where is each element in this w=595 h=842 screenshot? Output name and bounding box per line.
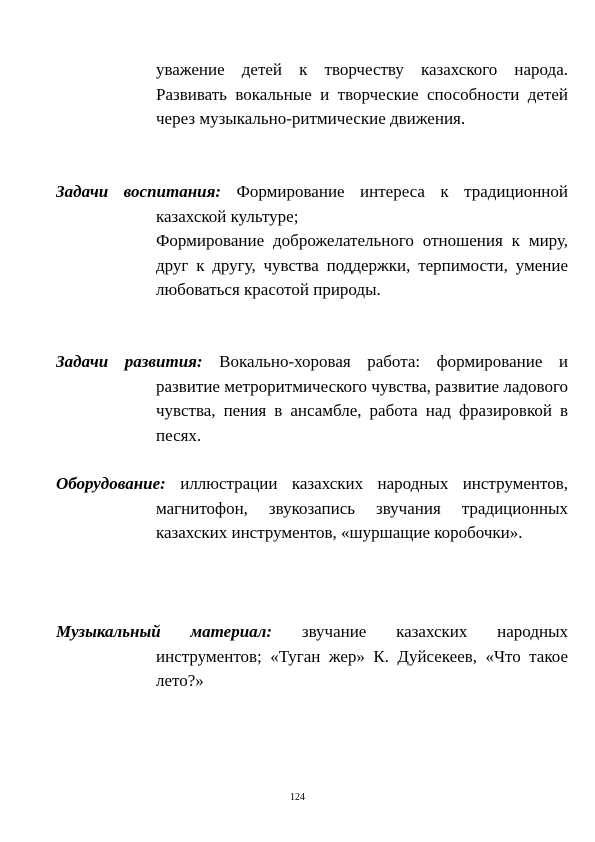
music-paragraph xyxy=(56,620,568,694)
upbringing-text-1: Формирование интереса к традиционной казахской культуре; xyxy=(156,182,568,226)
upbringing-label: Задачи воспитания: xyxy=(56,182,222,201)
development-label: Задачи развития: xyxy=(56,352,203,371)
upbringing-paragraph xyxy=(56,180,568,229)
page-number: 124 xyxy=(290,792,305,803)
development-section xyxy=(56,350,568,448)
development-paragraph xyxy=(56,350,568,448)
upbringing-section xyxy=(56,180,568,303)
development-text: Вокально-хоровая работа: формирование и развитие метроритмического чувства, развитие ладового чувства, пения в ансамбле, работа над фразировкой в песях. xyxy=(156,352,569,445)
equipment-text: иллюстрации казахских народных инструментов, магнитофон, звукозапись звучания традиционных казахских инструментов, «шуршащие коробочки». xyxy=(156,474,569,542)
music-label: Музыкальный материал: xyxy=(56,622,273,641)
equipment-label: Оборудование: xyxy=(56,474,166,493)
continuation-text: уважение детей к творчеству казахского народа. Развивать вокальные и творческие способности детей через музыкально-ритмические движения. xyxy=(156,60,568,128)
upbringing-text-2: Формирование доброжелательного отношения к миру, друг к другу, чувства поддержки, терпимости, умение любоваться красотой природы. xyxy=(156,231,568,299)
continuation-paragraph xyxy=(56,58,568,132)
equipment-section xyxy=(56,472,568,546)
upbringing-paragraph-2 xyxy=(56,229,568,303)
music-text: звучание казахских народных инструментов; «Туган жер» К. Дуйсекеев, «Что такое лето?» xyxy=(156,622,568,690)
music-section xyxy=(56,620,568,694)
equipment-paragraph xyxy=(56,472,568,546)
